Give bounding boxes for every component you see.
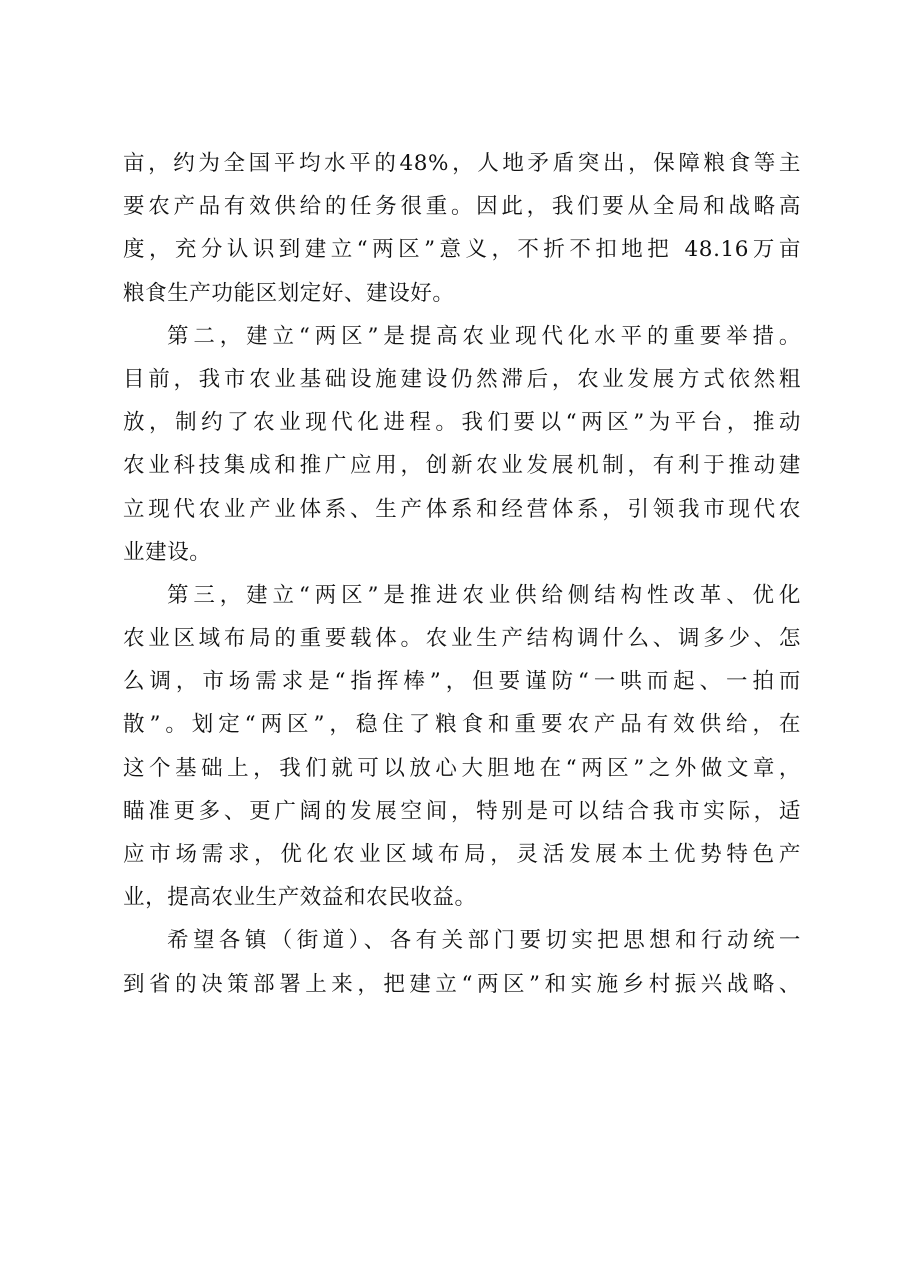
text-line: 业建设。	[123, 539, 212, 565]
text-line: 粮食生产功能区划定好、建设好。	[123, 280, 455, 306]
text-line: 亩，约为全国平均水平的48%，人地矛盾突出，保障粮食等主	[123, 151, 801, 176]
text-line: 要农产品有效供给的任务很重。因此，我们要从全局和战略高	[123, 194, 801, 220]
text-line: 度，充分认识到建立“两区”意义，不折不扣地把 48.16万亩	[123, 237, 801, 263]
text-line: 农业区域布局的重要载体。农业生产结构调什么、调多少、怎	[123, 626, 801, 652]
text-line: 应市场需求，优化农业区域布局，灵活发展本土优势特色产	[123, 842, 801, 867]
text-line: 这个基础上，我们就可以放心大胆地在“两区”之外做文章，	[123, 755, 801, 781]
text-line: 业，提高农业生产效益和农民收益。	[123, 885, 477, 911]
paragraph-first-line: 第三，建立“两区”是推进农业供给侧结构性改革、优化	[167, 582, 801, 608]
text-line: 瞄准更多、更广阔的发展空间，特别是可以结合我市实际，适	[123, 798, 801, 824]
text-line: 么调，市场需求是“指挥棒”，但要谨防“一哄而起、一拍而	[123, 669, 801, 695]
text-line: 农业科技集成和推广应用，创新农业发展机制，有利于推动建	[123, 453, 801, 479]
text-line: 散”。划定“两区”，稳住了粮食和重要农产品有效供给，在	[123, 712, 801, 738]
document-body	[123, 142, 801, 1006]
text-line: 放，制约了农业现代化进程。我们要以“两区”为平台，推动	[123, 410, 801, 436]
text-line: 目前，我市农业基础设施建设仍然滞后，农业发展方式依然粗	[123, 366, 801, 392]
paragraph-first-line: 第二，建立“两区”是提高农业现代化水平的重要举措。	[167, 323, 801, 349]
text-line: 到省的决策部署上来，把建立“两区”和实施乡村振兴战略、	[123, 971, 801, 997]
text-line: 立现代农业产业体系、生产体系和经营体系，引领我市现代农	[123, 496, 801, 522]
paragraph-first-line: 希望各镇（街道）、各有关部门要切实把思想和行动统一	[167, 928, 801, 954]
